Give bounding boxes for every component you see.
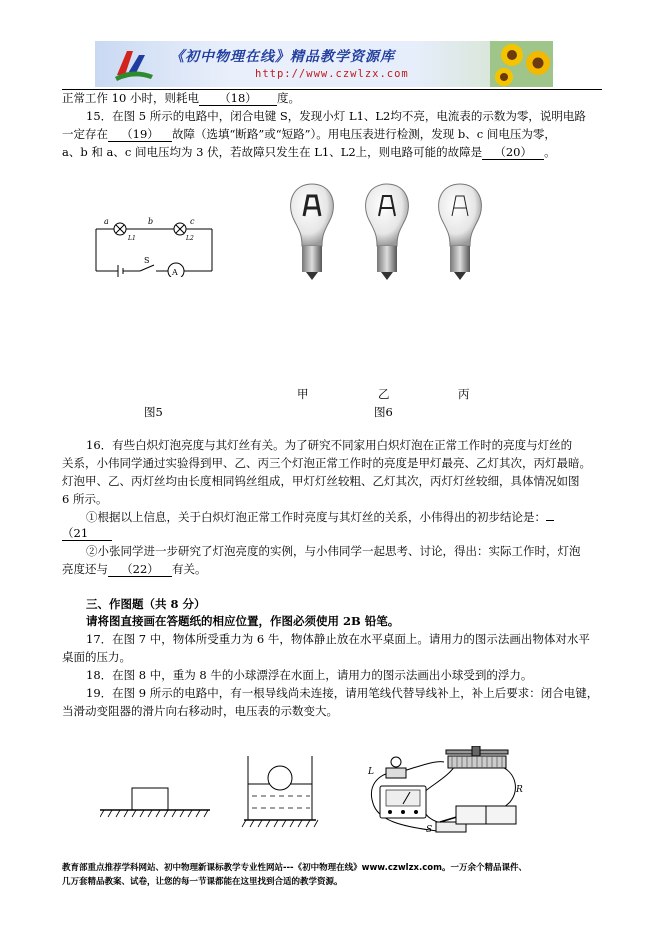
banner-url[interactable]: http://www.czwlzx.com	[255, 68, 409, 80]
blank-18: （18）	[199, 92, 277, 106]
footer-line2: 几万套精品教案、试卷，让您的每一节课都能在这里找到合适的教学资源。	[62, 877, 343, 887]
q16-line3: 灯泡甲、乙、丙灯丝均由长度相同钨丝组成，甲灯灯丝较粗、乙灯其次，丙灯灯丝较细，具体情况如图	[62, 474, 580, 488]
q19-line1: 19．在图 9 所示的电路中，有一根导线尚未连接，请用笔线代替导线补上，补上后要求：闭合电键，	[86, 686, 599, 700]
q16-sub2b: 亮度还与 （22） 有关。	[62, 562, 207, 576]
header-banner	[95, 41, 553, 87]
q19-line2: 当滑动变阻器的滑片向右移动时，电压表的示数变大。	[62, 704, 338, 718]
q15-line2: 一定存在 （19） 故障（选填“断路”或“短路”）。用电压表进行检测，发现 b、c 间电压为零，	[62, 127, 556, 141]
bulb-l-icon	[386, 757, 406, 778]
q16-line4: 6 所示。	[62, 492, 108, 506]
logo-icon	[113, 45, 155, 83]
label-r: R	[516, 785, 523, 795]
label-c: c	[190, 217, 195, 226]
battery-icon	[456, 806, 516, 824]
section-3-heading: 三、作图题（共 8 分）	[86, 597, 206, 611]
ammeter-symbol: A	[172, 268, 178, 277]
rheostat-icon	[446, 746, 508, 768]
q16-sub1: ①根据以上信息，关于白炽灯泡正常工作时亮度与其灯丝的关系，小伟得出的初步结论是：	[86, 510, 626, 525]
q17-line2: 桌面的压力。	[62, 650, 131, 664]
label-b: b	[148, 217, 154, 226]
figure-6-caption: 图6	[374, 405, 393, 419]
bulb-jia	[291, 184, 334, 280]
label-a: a	[104, 217, 109, 226]
voltmeter-icon	[380, 786, 426, 818]
sunflower-icon	[490, 41, 553, 87]
label-l2: L2	[186, 235, 194, 242]
q18: 18．在图 8 中，重为 8 牛的小球漂浮在水面上，请用力的图示法画出小球受到的浮力。	[86, 668, 533, 682]
label-s9: S	[426, 825, 433, 835]
label-l: L	[368, 767, 374, 777]
blank-20: （20）	[482, 146, 544, 160]
label-s: S	[144, 256, 150, 265]
bulb-label-jia: 甲	[297, 387, 309, 401]
blank-21: （21	[62, 527, 112, 541]
q16-sub2: ②小张同学进一步研究了灯泡亮度的实例，与小伟同学一起思考、讨论，得出：实际工作时，灯泡	[86, 544, 581, 558]
q14-tail: 正常工作 10 小时，则耗电 （18） 度。	[62, 91, 300, 105]
bulb-label-yi: 乙	[378, 387, 390, 401]
banner-title: 《初中物理在线》精品教学资源库	[170, 49, 395, 65]
blank-22: （22）	[108, 563, 172, 577]
q16-line1: 16．有些白炽灯泡亮度与其灯丝有关。为了研究不同家用白炽灯泡在正常工作时的亮度与灯丝的	[86, 438, 573, 452]
q15-line3: a、b 和 a、c 间电压均为 3 伏，若故障只发生在 L1、L2上，则电路可能的故障是 （20） 。	[62, 145, 556, 159]
header-rule	[62, 89, 602, 90]
bulb-bing	[439, 184, 482, 280]
q16-sub1-blank	[62, 526, 602, 541]
figure-9-circuit	[360, 746, 530, 842]
figure-8-floating-ball	[240, 754, 320, 832]
figure-6-bulbs	[268, 180, 508, 290]
bulb-yi	[366, 184, 409, 280]
figure-7-block-on-table	[100, 784, 210, 824]
blank-19: （19）	[108, 128, 172, 142]
label-l1: L1	[128, 235, 136, 242]
bulb-label-bing: 丙	[458, 387, 470, 401]
figure-5-circuit	[90, 213, 220, 277]
figure-5-caption: 图5	[144, 405, 163, 419]
section-3-instruction: 请将图直接画在答题纸的相应位置，作图必须使用 2B 铅笔。	[86, 614, 400, 628]
q15-line1: 15．在图 5 所示的电路中，闭合电键 S，发现小灯 L1、L2均不亮，电流表的示数为零，说明电路	[86, 109, 586, 123]
footer-line1: 教育部重点推荐学科网站、初中物理新课标教学专业性网站---《初中物理在线》www.czwlzx.com。一万余个精品课件、	[62, 863, 527, 873]
q17-line1: 17．在图 7 中，物体所受重力为 6 牛，物体静止放在水平桌面上。请用力的图示法画出物体对水平	[86, 632, 590, 646]
q16-line2: 关系，小伟同学通过实验得到甲、乙、丙三个灯泡正常工作时的亮度是甲灯最亮、乙灯其次，丙灯最暗。	[62, 456, 591, 470]
